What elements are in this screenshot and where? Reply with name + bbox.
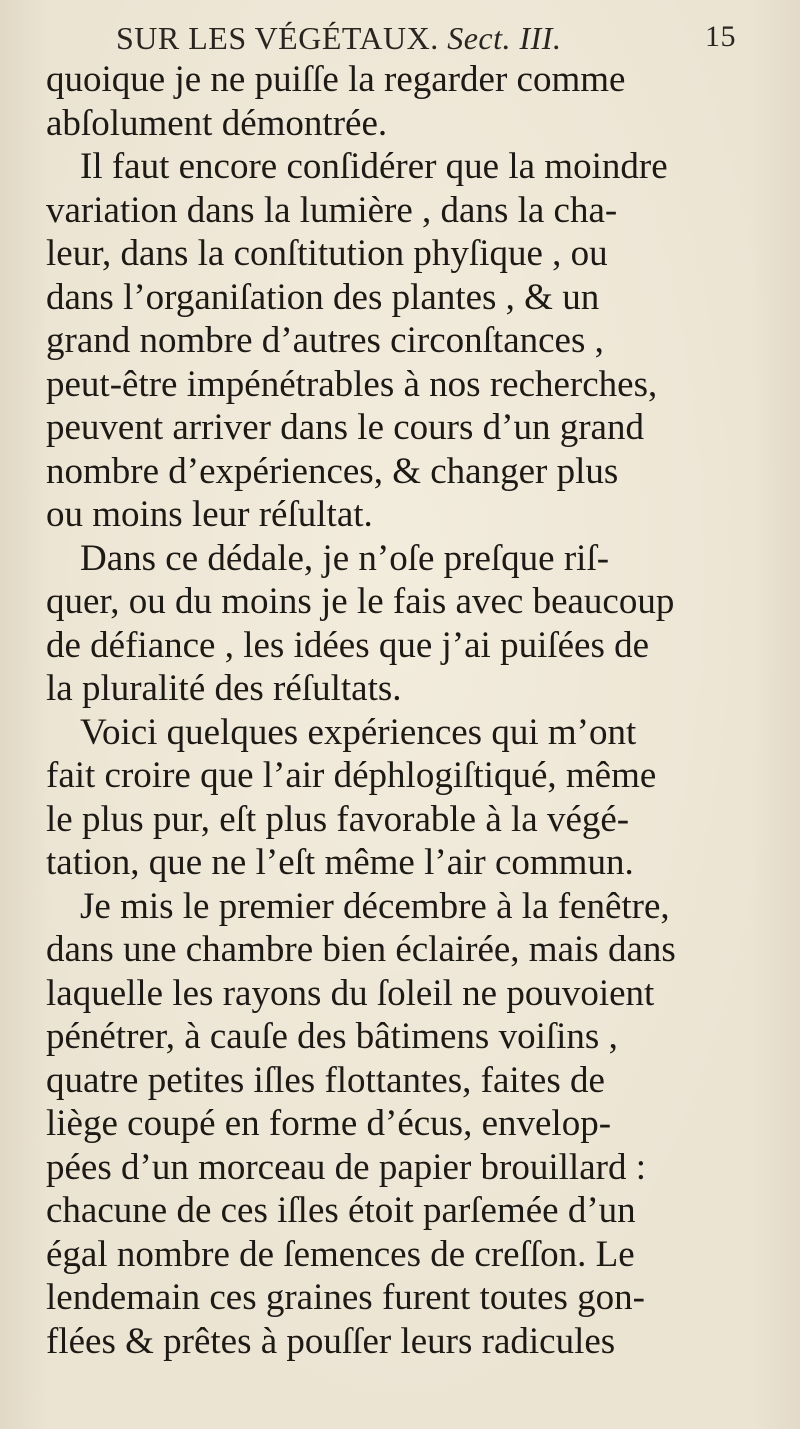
text-line: quoique je ne puiſſe la regarder comme [46,59,626,100]
text-line: égal nombre de ſemences de creſſon. Le [46,1233,635,1275]
text-line: quer, ou du moins je le fais avec beaucoup [46,581,675,622]
text-line: leur, dans la conſtitution phyſique , ou [46,233,608,274]
text-line: dans l’organiſation des plantes , & un [46,276,600,318]
running-head-title-text: SUR LES VÉGÉTAUX. [116,20,439,56]
text-line: de défiance , les idées que j’ai puiſées de [46,624,650,666]
text-line: Dans ce dédale, je n’oſe preſque riſ- [80,537,610,579]
text-line: quatre petites iſles flottantes, faites de [46,1059,605,1101]
text-line: lendemain ces graines furent toutes gon- [46,1277,645,1318]
text-line: la pluralité des réſultats. [46,668,402,709]
text-line: grand nombre d’autres circonſtances , [46,320,604,361]
book-page [46,0,790,1429]
running-head [116,14,736,64]
text-line: ou moins leur réſultat. [46,494,373,535]
running-head-title [116,20,561,57]
text-line: Je mis le premier décembre à la fenêtre, [80,885,670,927]
text-line: tation, que ne l’eſt même l’air commun. [46,842,634,883]
text-line: nombre d’expériences, & changer plus [46,450,619,492]
body-text [46,58,790,1363]
text-line: flées & prêtes à pouſſer leurs radicules [46,1320,616,1362]
text-line: pées d’un morceau de papier brouillard : [46,1146,646,1188]
text-line: le plus pur, eſt plus favorable à la végé- [46,798,630,840]
text-line: dans une chambre bien éclairée, mais dans [46,929,676,970]
text-line: laquelle les rayons du ſoleil ne pouvoient [46,972,655,1014]
text-line: chacune de ces iſles étoit parſemée d’un [46,1190,636,1231]
text-line: peut-être impénétrables à nos recherches, [46,363,658,405]
text-line: Voici quelques expériences qui m’ont [80,711,637,753]
text-line: abſolument démontrée. [46,102,388,144]
text-line: fait croire que l’air déphlogiſtiqué, même [46,755,657,796]
text-line: liège coupé en forme d’écus, envelop- [46,1103,612,1144]
text-line: peuvent arriver dans le cours d’un grand [46,407,644,448]
text-line: pénétrer, à cauſe des bâtimens voiſins , [46,1016,618,1057]
page-number: 15 [705,20,736,53]
text-line: Il faut encore conſidérer que la moindre [80,146,668,187]
text-line: variation dans la lumière , dans la cha- [46,189,618,231]
running-head-section: Sect. III. [447,20,562,56]
